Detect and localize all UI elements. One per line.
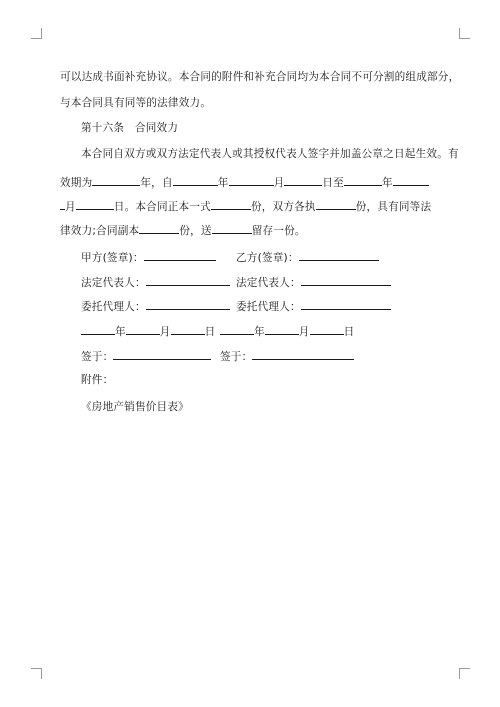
blank-underline[interactable]: [173, 174, 218, 186]
attachment-item-row: [81, 400, 189, 414]
blank-underline[interactable]: [211, 198, 251, 210]
month-label: 月: [159, 326, 171, 338]
crop-mark-top-right: [459, 28, 470, 39]
paragraph-line: [60, 222, 306, 238]
text: 本合同自双方或双方法定代表人或其授权代表人签字并加盖公章之日起生效。有: [81, 148, 459, 160]
text: 可以达成书面补充协议。本合同的附件和补充合同均为本合同不可分割的组成部分，: [60, 71, 460, 83]
year-field[interactable]: [220, 323, 254, 335]
text: 效期为: [60, 177, 93, 189]
article-title: 第十六条 合同效力: [81, 122, 179, 134]
paragraph-line: [60, 174, 429, 190]
text: 年: [381, 177, 393, 189]
blank-underline[interactable]: [284, 174, 322, 186]
signed-at-b-field[interactable]: [252, 348, 354, 360]
party-a-field[interactable]: [144, 249, 216, 261]
attachments-label-row: [81, 373, 113, 387]
signature-row: [236, 274, 391, 290]
attachment-item: 《房地产销售价目表》: [81, 401, 189, 413]
year-field[interactable]: [81, 323, 115, 335]
signature-row: [81, 249, 216, 265]
text: 月: [65, 201, 76, 213]
signed-at-a-label: 签于：: [81, 351, 114, 363]
day-field[interactable]: [171, 323, 205, 335]
signed-at-a-field[interactable]: [113, 348, 211, 360]
signature-row: [220, 348, 354, 364]
month-label: 月: [298, 326, 310, 338]
text: 份，送: [179, 225, 212, 237]
signature-row: [236, 249, 379, 265]
blank-underline[interactable]: [139, 222, 179, 234]
blank-underline[interactable]: [393, 174, 429, 186]
legal-rep-b-label: 法定代表人：: [236, 277, 301, 289]
agent-b-label: 委托代理人：: [236, 301, 301, 313]
blank-underline[interactable]: [344, 174, 382, 186]
crop-mark-bottom-right: [459, 668, 470, 679]
paragraph-line: [60, 70, 459, 84]
text: 年: [217, 177, 229, 189]
agent-a-field[interactable]: [146, 298, 230, 310]
blank-underline[interactable]: [212, 222, 252, 234]
year-label: 年: [115, 326, 126, 338]
legal-rep-a-label: 法定代表人：: [81, 277, 146, 289]
day-label: 日: [343, 326, 355, 338]
blank-underline[interactable]: [316, 198, 356, 210]
article-heading: [81, 121, 178, 135]
day-field[interactable]: [310, 323, 344, 335]
signature-row: [81, 274, 230, 290]
text: 日至: [322, 177, 344, 189]
date-row: [81, 323, 215, 339]
day-label: 日: [204, 326, 216, 338]
text: 留存一份。: [251, 225, 306, 237]
paragraph-line: [81, 147, 459, 161]
text: 份，双方各执: [250, 201, 316, 213]
signed-at-b-label: 签于：: [220, 351, 253, 363]
legal-rep-a-field[interactable]: [146, 274, 230, 286]
text: 日。本合同正本一式: [113, 201, 211, 213]
blank-underline[interactable]: [229, 174, 274, 186]
signature-row: [81, 298, 230, 314]
text: 月: [273, 177, 285, 189]
paragraph-line: [60, 96, 211, 110]
agent-a-label: 委托代理人：: [81, 301, 146, 313]
month-field[interactable]: [265, 323, 299, 335]
blank-underline[interactable]: [76, 198, 114, 210]
crop-mark-top-left: [31, 28, 42, 39]
agent-b-field[interactable]: [301, 298, 391, 310]
paragraph-line: [60, 198, 431, 214]
attachments-label: 附件：: [81, 374, 114, 386]
year-label: 年: [254, 326, 265, 338]
legal-rep-b-field[interactable]: [301, 274, 391, 286]
signature-row: [236, 298, 391, 314]
text: 与本合同具有同等的法律效力。: [60, 97, 212, 109]
signature-row: [81, 348, 211, 364]
party-b-field[interactable]: [299, 249, 379, 261]
text: 律效力;合同副本: [60, 225, 140, 237]
text: 年，自: [140, 177, 173, 189]
text: 份，具有同等法: [355, 201, 432, 213]
blank-underline[interactable]: [92, 174, 140, 186]
party-a-label: 甲方(签章)：: [81, 252, 144, 264]
date-row: [220, 323, 354, 339]
crop-mark-bottom-left: [31, 668, 42, 679]
party-b-label: 乙方(签章)：: [236, 252, 299, 264]
month-field[interactable]: [126, 323, 160, 335]
